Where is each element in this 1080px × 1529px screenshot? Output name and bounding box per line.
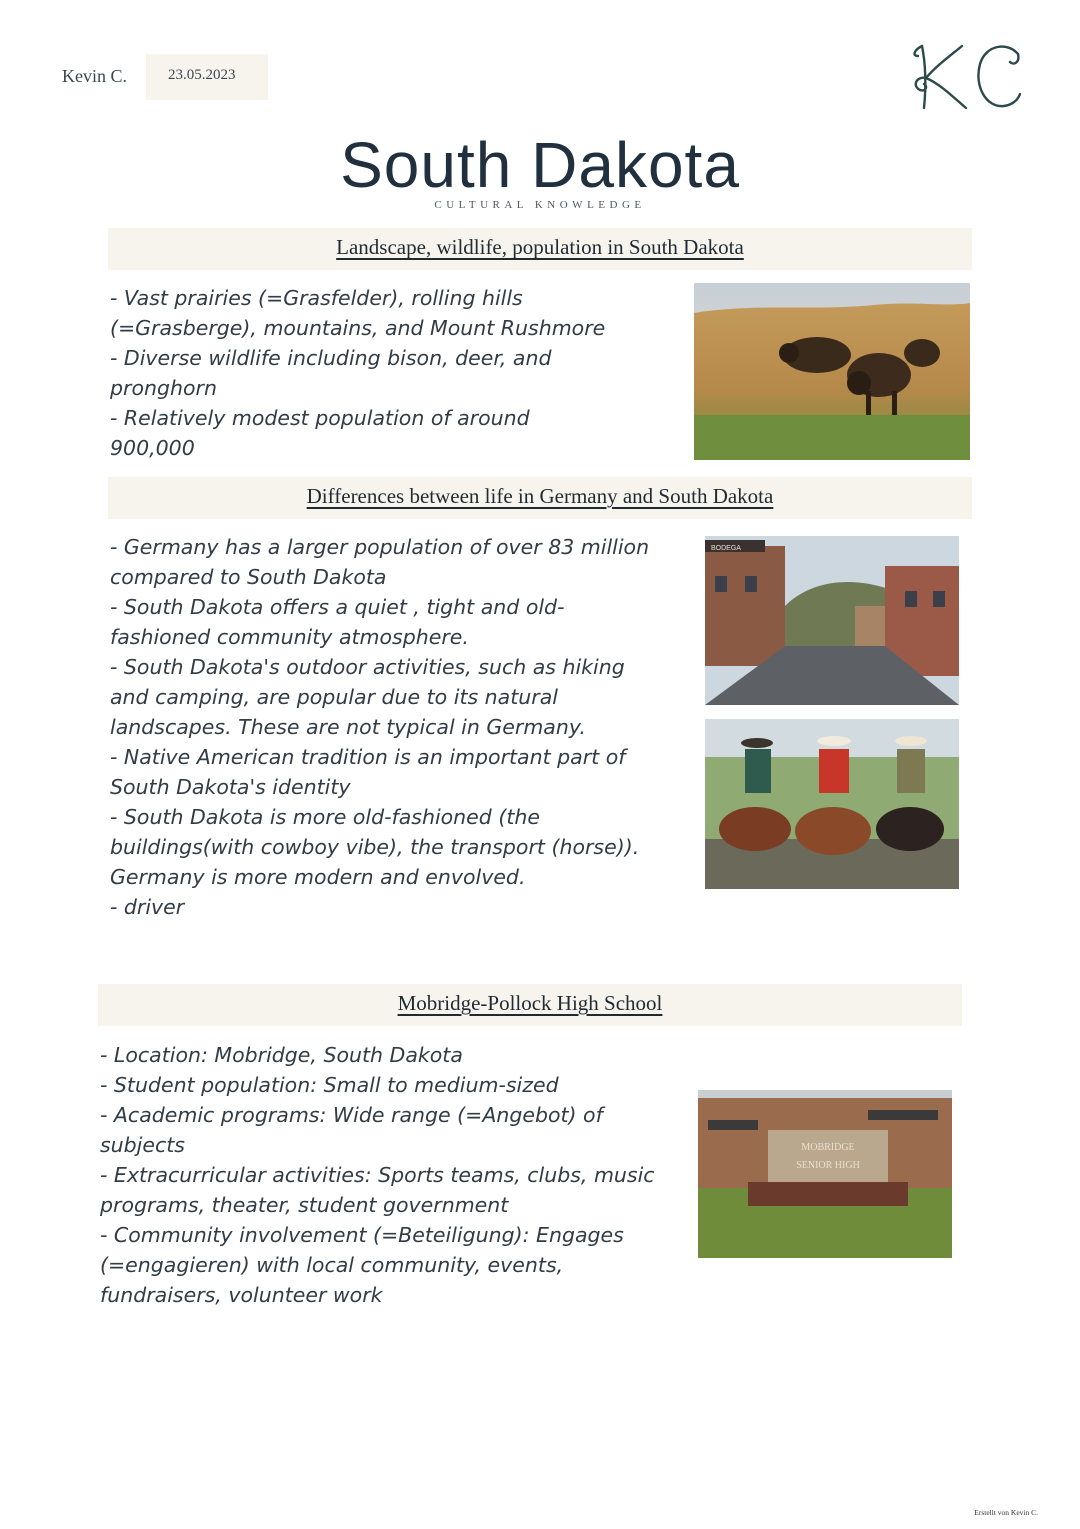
school-sign-line-1: MOBRIDGE	[801, 1142, 855, 1153]
differences-text: - Germany has a larger population of over 83 million compared to South Dakota - South Dakota offers a quiet , tight and old- fashioned community atmosphere. - South Dakota's outdoor activities, such as hiking and camping, are popular due to its natural landscapes. These are not typical in Germany. - Native American tradition is an important part of South Dakota's identity - South Dakota is more old-fashioned (the buildings(with cowboy vibe), the transport (horse)). Germany is more modern and envolved. - driver	[110, 535, 650, 919]
page-title: South Dakota	[340, 129, 740, 201]
footer-credit: Erstellt von Kevin C.	[974, 1508, 1038, 1517]
differences-heading: Differences between life in Germany and South Dakota	[306, 484, 774, 508]
cowboys-on-horses-photo	[705, 719, 959, 889]
bison-photo	[694, 283, 970, 460]
landscape-heading: Landscape, wildlife, population in South Dakota	[336, 235, 744, 259]
author-name: Kevin C.	[62, 66, 127, 86]
date: 23.05.2023	[168, 67, 236, 83]
monogram-logo	[900, 26, 1040, 122]
school-heading: Mobridge-Pollock High School	[397, 991, 663, 1015]
school-sign-line-2: SENIOR HIGH	[796, 1160, 860, 1171]
school-text: - Location: Mobridge, South Dakota - Student population: Small to medium-sized - Academic programs: Wide range (=Angebot) of subjects - Extracurricular activities: Sports teams, clubs, music programs, theater, student government - Community involvement (=Beteiligung): Engages (=engagieren) with local community, events, fundraisers, volunteer work	[100, 1043, 655, 1307]
landscape-text: - Vast prairies (=Grasfelder), rolling hills (=Grasberge), mountains, and Mount Rushmore - Diverse wildlife including bison, deer, and pronghorn - Relatively modest population of around 900,000	[110, 286, 606, 460]
town-street-photo	[705, 536, 959, 705]
page-subtitle: CULTURAL KNOWLEDGE	[434, 199, 646, 211]
school-sign-photo	[698, 1090, 952, 1258]
town-sign-text: BODEGA	[711, 545, 741, 552]
